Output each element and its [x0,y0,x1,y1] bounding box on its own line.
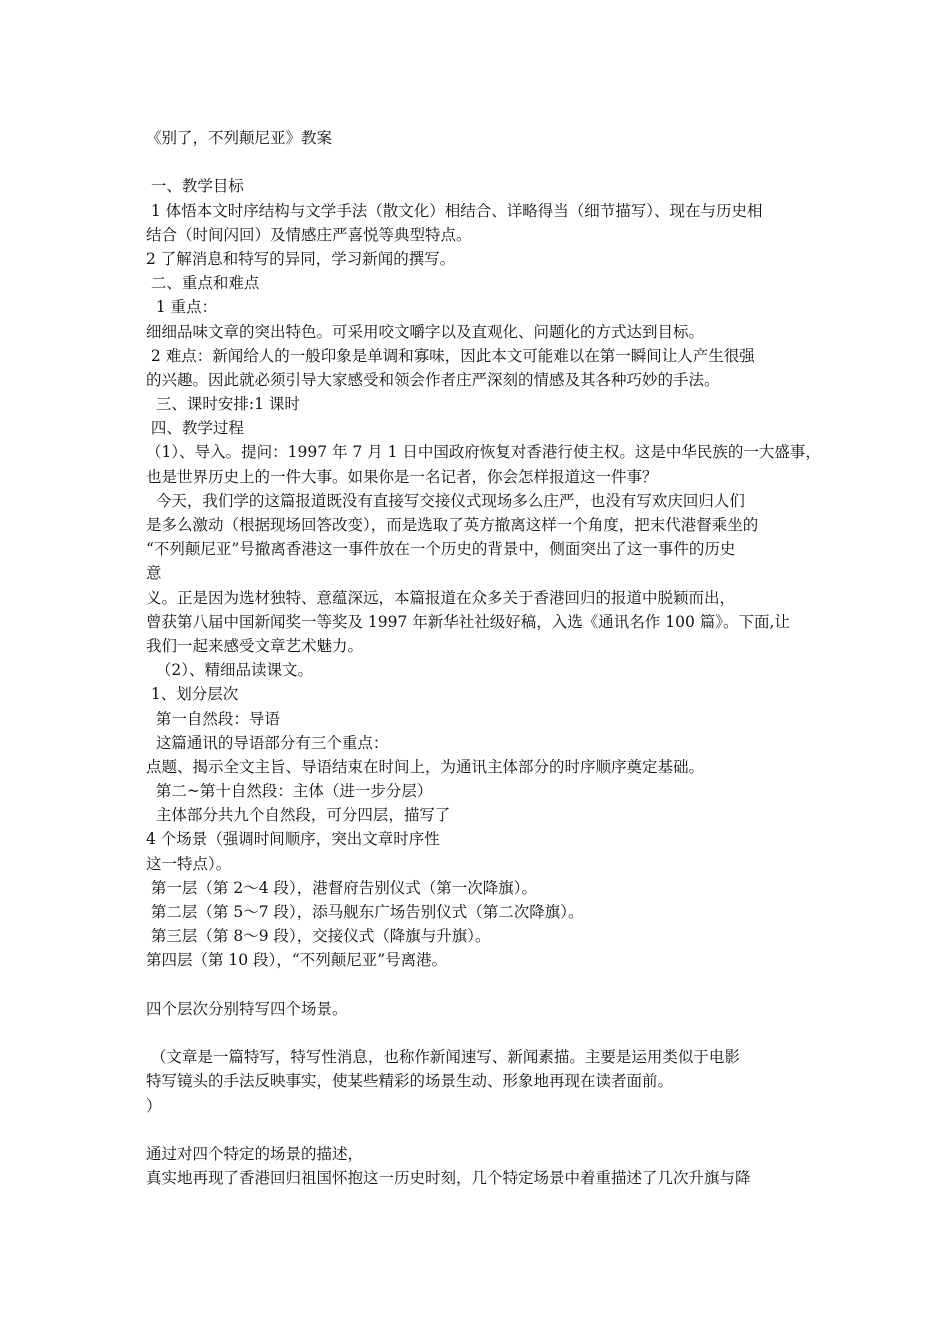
document-lines [146,174,836,1190]
text-line: 细细品味文章的突出特色。可采用咬文嚼字以及直观化、问题化的方式达到目标。 [146,322,705,341]
text-line: 第一层（第 2～4 段），港督府告别仪式（第一次降旗）。 [146,878,538,897]
text-line: 通过对四个特定的场景的描述， [146,1144,364,1163]
text-line: 主体部分共九个自然段，可分四层，描写了 [146,806,451,825]
text-line: 今天，我们学的这篇报道既没有直接写交接仪式现场多么庄严，也没有写欢庆回归人们 [146,491,745,510]
text-line: 1 重点： [146,298,218,317]
text-line: （文章是一篇特写，特写性消息，也称作新闻速写、新闻素描。主要是运用类似于电影 [146,1048,740,1067]
text-line: 二、重点和难点 [146,274,260,293]
text-line: 第二~第十自然段：主体（进一步分层） [146,782,433,801]
text-line: 意 [146,564,162,583]
text-line: 的兴趣。因此就必须引导大家感受和领会作者庄严深刻的情感及其各种巧妙的手法。 [146,370,720,389]
blank-line [146,150,836,174]
blank-line [146,973,836,997]
text-line: 曾获第八届中国新闻奖一等奖及 1997 年新华社社级好稿，入选《通讯名作 100 篇》。下面,让 [146,612,790,631]
text-line: ） [146,1096,162,1115]
text-line: 4 个场景（强调时间顺序，突出文章时序性 [146,830,440,849]
text-line: 第一自然段：导语 [146,709,280,728]
blank-line [146,1021,836,1045]
text-line: 是多么激动（根据现场回答改变），而是选取了英方撤离这样一个角度，把末代港督乘坐的 [146,516,759,534]
text-line: 2 了解消息和特写的异同，学习新闻的撰写。 [146,249,456,268]
text-line: 这一特点）。 [146,854,232,873]
text-line: （1）、导入。提问：1997 年 7 月 1 日中国政府恢复对香港行使主权。这是中华民族的一大盛事， [146,443,821,462]
text-line: 2 难点：新闻给人的一般印象是单调和寡味，因此本文可能难以在第一瞬间让人产生很强 [146,346,755,365]
text-line: 1、划分层次 [146,685,239,704]
text-line: 我们一起来感受文章艺术魅力。 [146,636,364,655]
text-line: 也是世界历史上的一件大事。如果你是一名记者，你会怎样报道这一件事？ [146,467,658,486]
text-line: 1 体悟本文时序结构与文学手法（散文化）相结合、详略得当（细节描写）、现在与历史相 [146,201,763,220]
text-line: 这篇通讯的导语部分有三个重点： [146,733,389,752]
document-body [146,126,836,1190]
text-line: 结合（时间闪回）及情感庄严喜悦等典型特点。 [146,225,472,244]
text-line: 三、课时安排:1 课时 [146,395,300,414]
text-line: 点题、揭示全文主旨、导语结束在时间上，为通讯主体部分的时序顺序奠定基础。 [146,757,705,776]
document-title: 《别了，不列颠尼亚》教案 [146,129,333,147]
text-line: 特写镜头的手法反映事实，使某些精彩的场景生动、形象地再现在读者面前。 [146,1072,674,1091]
blank-line [146,1118,836,1142]
text-line: 第四层（第 10 段），“不列颠尼亚”号离港。 [146,951,448,970]
text-line: （2）、精细品读课文。 [146,661,313,680]
text-line: 义。正是因为选材独特、意蕴深远，本篇报道在众多关于香港回归的报道中脱颖而出， [146,588,736,607]
text-line: 一、教学目标 [146,177,244,196]
text-line: 四个层次分别特写四个场景。 [146,999,348,1018]
text-line: “不列颠尼亚”号撤离香港这一事件放在一个历史的背景中，侧面突出了这一事件的历史 [146,540,736,559]
text-line: 第三层（第 8～9 段），交接仪式（降旗与升旗）。 [146,927,491,946]
text-line: 真实地再现了香港回归祖国怀抱这一历史时刻，几个特定场景中着重描述了几次升旗与降 [146,1169,751,1188]
text-line: 第二层（第 5～7 段），添马舰东广场告别仪式（第二次降旗）。 [146,903,584,921]
text-line: 四、教学过程 [146,419,244,438]
